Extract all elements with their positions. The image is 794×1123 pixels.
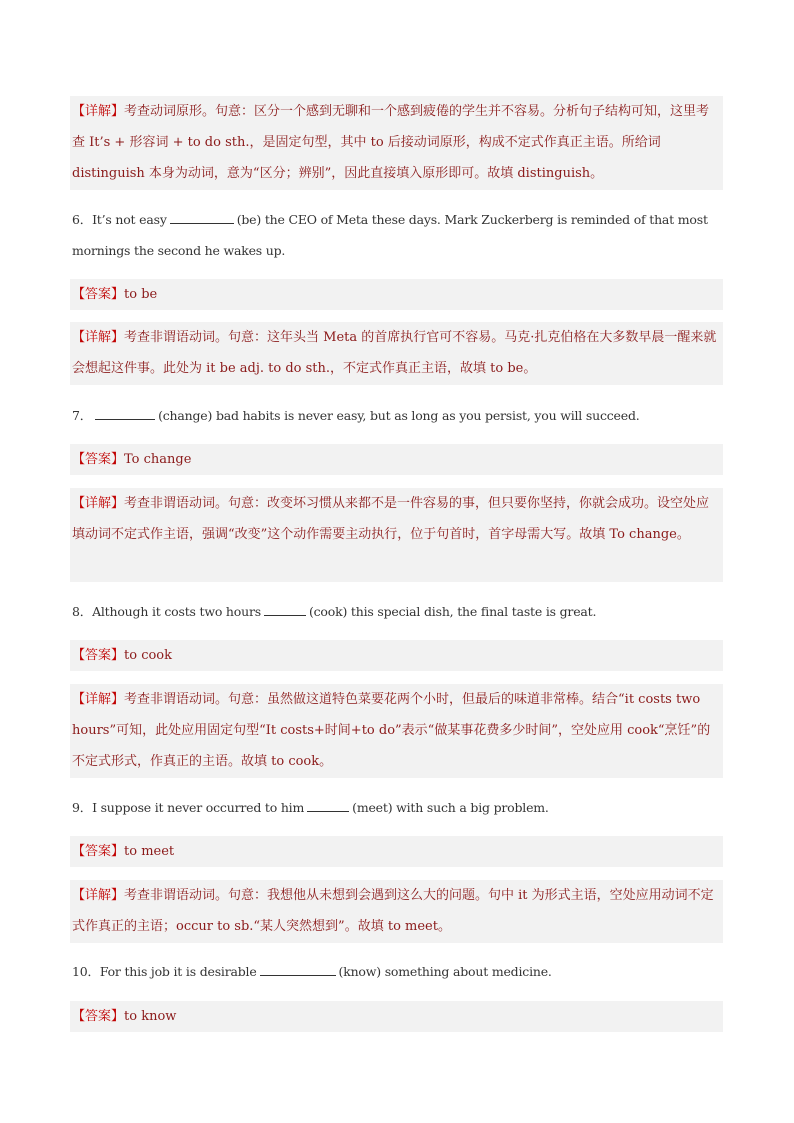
detail-text: 考查非谓语动词。句意：虽然做这道特色菜要花两个小时，但最后的味道非常棒。结合“it costs two hours”可知，此处应用固定句型“It costs+时间+to do”表示“做某事花费多少时间”，空处应用 cook“烹饪”的不定式形式，作真正的主语。故填 to cook。 — [72, 692, 711, 769]
detail-text: 考查动词原形。句意：区分一个感到无聊和一个感到疲倦的学生并不容易。分析句子结构可知，这里考查 It’s + 形容词 + to do sth.，是固定句型，其中 to 后接动词原形，构成不定式作真正主语。所给词 distinguish 本身为动词，意为“区分；辨别”，因此直接填入原形即可。故填 distinguish。 — [72, 104, 710, 181]
detail-tag: 【详解】 — [72, 330, 125, 345]
answer-text: to know — [124, 1009, 177, 1024]
answer-tag: 【答案】 — [72, 452, 125, 467]
answer-text: To change — [124, 452, 192, 467]
detail-tag: 【详解】 — [72, 888, 125, 903]
answer-tag: 【答案】 — [72, 844, 125, 859]
detail-block-8 — [70, 684, 723, 778]
answer-tag: 【答案】 — [72, 287, 125, 302]
answer-text: to cook — [124, 648, 173, 663]
detail-block-5 — [70, 96, 723, 190]
detail-tag: 【详解】 — [72, 496, 125, 511]
detail-tag: 【详解】 — [72, 692, 125, 707]
detail-tag: 【详解】 — [72, 104, 125, 119]
detail-block-7 — [70, 488, 723, 582]
answer-block-10 — [70, 1001, 723, 1032]
detail-block-6 — [70, 322, 723, 385]
question-8: 8．Although it costs two hours (cook) this special dish, the final taste is great. — [72, 596, 724, 627]
detail-text: 考查非谓语动词。句意：这年头当 Meta 的首席执行官可不容易。马克·扎克伯格在大多数早晨一醒来就会想起这件事。此处为 it be adj. to do sth.，不定式作真正主语，故填 to be。 — [72, 330, 717, 376]
question-6: 6．It’s not easy (be) the CEO of Meta these days. Mark Zuckerberg is reminded of that most mornings the second he wakes up. — [72, 204, 724, 266]
answer-text: to be — [124, 287, 158, 302]
answer-tag: 【答案】 — [72, 1009, 125, 1024]
answer-block-6 — [70, 279, 723, 310]
answer-block-7 — [70, 444, 723, 475]
answer-block-9 — [70, 836, 723, 867]
answer-block-8 — [70, 640, 723, 671]
question-9: 9．I suppose it never occurred to him (meet) with such a big problem. — [72, 792, 724, 823]
answer-text: to meet — [124, 844, 175, 859]
answer-blank — [95, 405, 155, 420]
question-7: 7． (change) bad habits is never easy, but as long as you persist, you will succeed. — [72, 400, 724, 431]
detail-block-9 — [70, 880, 723, 943]
answer-blank — [264, 601, 306, 616]
detail-text: 考查非谓语动词。句意：改变坏习惯从来都不是一件容易的事，但只要你坚持，你就会成功。设空处应填动词不定式作主语，强调“改变”这个动作需要主动执行，位于句首时，首字母需大写。故填 To change。 — [72, 496, 710, 542]
answer-blank — [170, 209, 234, 224]
question-10: 10．For this job it is desirable (know) something about medicine. — [72, 956, 724, 987]
detail-text: 考查非谓语动词。句意：我想他从未想到会遇到这么大的问题。句中 it 为形式主语，空处应用动词不定式作真正的主语；occur to sb.“某人突然想到”。故填 to meet。 — [72, 888, 714, 934]
answer-blank — [307, 797, 349, 812]
answer-tag: 【答案】 — [72, 648, 125, 663]
answer-blank — [260, 961, 336, 976]
